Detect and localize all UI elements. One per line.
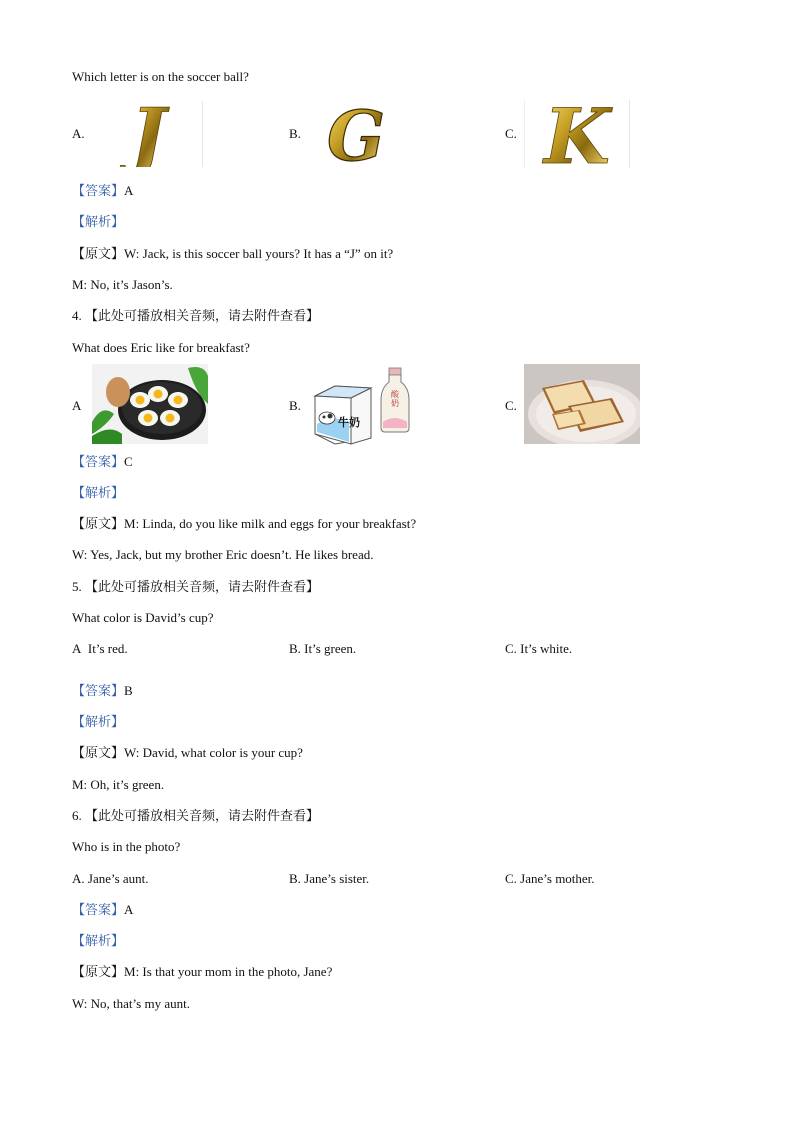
q5-transcript-1 xyxy=(72,745,303,761)
milk-carton-label: 牛奶 xyxy=(338,416,360,429)
q4-option-b-label: B. xyxy=(289,398,301,413)
q5-analysis-label: 【解析】 xyxy=(72,714,125,729)
option-label: B. xyxy=(289,641,301,656)
q6-option-c xyxy=(505,871,595,887)
q5-option-a xyxy=(72,641,128,657)
q4-option-c-label: C. xyxy=(505,398,517,413)
svg-text:J: J xyxy=(130,101,166,167)
q6-option-b xyxy=(289,871,369,887)
yogurt-bottle-label: 酸奶 xyxy=(391,390,399,408)
transcript-line: M: Linda, do you like milk and eggs for your breakfast? xyxy=(124,516,417,531)
option-label: C. xyxy=(505,871,517,886)
q4-transcript-2: W: Yes, Jack, but my brother Eric doesn’t. He likes bread. xyxy=(72,547,374,562)
q5-transcript-2: M: Oh, it’s green. xyxy=(72,777,165,792)
option-text: Jane’s aunt. xyxy=(87,871,149,886)
answer-value: A xyxy=(124,902,134,917)
q3-question: Which letter is on the soccer ball? xyxy=(72,69,249,84)
q3-option-a-label: A. xyxy=(72,126,85,141)
answer-label: 【答案】 xyxy=(72,902,125,917)
q5-option-c xyxy=(505,641,572,657)
q3-transcript-1 xyxy=(72,246,393,262)
option-label: A xyxy=(72,641,82,656)
q4-answer xyxy=(72,454,133,470)
answer-label: 【答案】 xyxy=(72,454,125,469)
option-text: Jane’s sister. xyxy=(304,871,370,886)
q4-header: 4. 【此处可播放相关音频，请去附件查看】 xyxy=(72,308,320,323)
q3-option-b-label: B. xyxy=(289,126,301,141)
q4-option-a-eggs-image xyxy=(92,364,208,444)
answer-value: C xyxy=(124,454,133,469)
answer-value: A xyxy=(124,183,134,198)
q3-option-b-letter-g-image xyxy=(318,104,394,166)
transcript-line: W: Jack, is this soccer ball yours? It has a “J” on it? xyxy=(124,246,394,261)
q6-analysis-label: 【解析】 xyxy=(72,933,125,948)
q5-question: What color is David’s cup? xyxy=(72,610,214,625)
q6-transcript-1 xyxy=(72,964,332,980)
q4-analysis-label: 【解析】 xyxy=(72,485,125,500)
answer-value: B xyxy=(124,683,133,698)
answer-label: 【答案】 xyxy=(72,183,125,198)
q3-analysis-label: 【解析】 xyxy=(72,214,125,229)
option-text: It’s red. xyxy=(87,641,128,656)
svg-text:G: G xyxy=(326,104,386,166)
original-label: 【原文】 xyxy=(72,964,125,979)
q3-option-a-letter-j-image xyxy=(96,101,203,167)
q3-option-c-label: C. xyxy=(505,126,517,141)
q3-option-c-letter-k-image xyxy=(524,100,630,168)
transcript-line: W: David, what color is your cup? xyxy=(124,745,303,760)
original-label: 【原文】 xyxy=(72,745,125,760)
q6-transcript-2: W: No, that’s my aunt. xyxy=(72,996,190,1011)
q6-question: Who is in the photo? xyxy=(72,839,181,854)
q3-transcript-2: M: No, it’s Jason’s. xyxy=(72,277,173,292)
q6-option-a xyxy=(72,871,149,887)
q4-option-c-bread-image xyxy=(524,364,640,444)
q6-header: 6. 【此处可播放相关音频，请去附件查看】 xyxy=(72,808,320,823)
q3-answer xyxy=(72,183,133,199)
q5-answer xyxy=(72,683,133,699)
original-label: 【原文】 xyxy=(72,246,125,261)
q6-answer xyxy=(72,902,133,918)
option-text: It’s green. xyxy=(304,641,357,656)
q4-question: What does Eric like for breakfast? xyxy=(72,340,250,355)
q5-header: 5. 【此处可播放相关音频，请去附件查看】 xyxy=(72,579,320,594)
option-label: A. xyxy=(72,871,85,886)
original-label: 【原文】 xyxy=(72,516,125,531)
q5-option-b xyxy=(289,641,356,657)
option-label: C. xyxy=(505,641,517,656)
transcript-line: M: Is that your mom in the photo, Jane? xyxy=(124,964,333,979)
answer-label: 【答案】 xyxy=(72,683,125,698)
q4-option-a-label: A xyxy=(72,398,82,413)
option-text: It’s white. xyxy=(520,641,573,656)
option-text: Jane’s mother. xyxy=(520,871,595,886)
option-label: B. xyxy=(289,871,301,886)
q4-option-b-milk-image xyxy=(305,366,415,446)
q4-transcript-1 xyxy=(72,516,416,532)
svg-text:K: K xyxy=(543,100,611,168)
